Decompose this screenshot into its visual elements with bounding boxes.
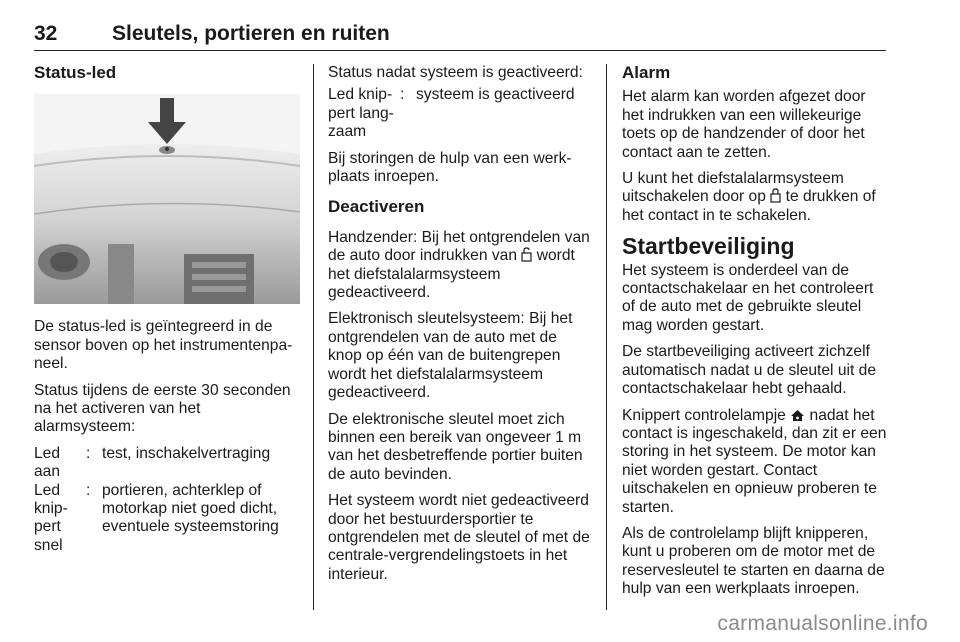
paragraph-status-after: Status nadat systeem is geactiveerd: <box>328 64 583 81</box>
heading-startbeveiliging: Startbeveiliging <box>622 233 795 260</box>
paragraph-handzender-part2: wordt het diefstalalarmsysteem gedeactiveerd. <box>328 247 575 302</box>
column-alarm <box>622 64 888 607</box>
paragraph-niet-gedeactiveerd: Het systeem wordt niet gedeactiveerd door het bestuurdersportier te ontgrendelen met de sleutel of met de centrale-vergrendelingstoets in het interieur. <box>328 492 590 583</box>
status-key: Led aan <box>34 444 61 481</box>
paragraph-alarm-afzetten: Het alarm kan worden afgezet door het indrukken van een willekeurige toets op de handzender of door het contact aan te zetten. <box>622 88 866 161</box>
paragraph-sleutel-bereik: De elektronische sleutel moet zich binnen een bereik van ongeveer 1 m van het desbetreffende portier buiten de auto bevinden. <box>328 410 583 483</box>
heading-status-led: Status-led <box>34 63 117 82</box>
table-row <box>34 482 300 556</box>
paragraph-blijft-knipperen: Als de controlelamp blijft knipperen, kunt u proberen om de motor met de reservesleutel te starten en daarna de hulp van een werkplaats inroepen. <box>622 524 885 598</box>
unlock-key-icon <box>521 247 532 262</box>
status-table-activated <box>328 86 592 141</box>
paragraph-uitschakelen-part2: te drukken of het contact in te schakelen. <box>622 188 876 224</box>
status-key: Led knip-pert snel <box>34 481 68 554</box>
paragraph-handzender <box>328 229 592 303</box>
column-divider <box>313 64 314 610</box>
heading-deactiveren: Deactiveren <box>328 197 425 217</box>
paragraph-start-automatisch: De startbeveiliging activeert zichzelf automatisch nadat u de sleutel uit de contactschakelaar hebt gehaald. <box>622 343 876 398</box>
page-number: 32 <box>34 22 58 45</box>
paragraph-uitschakelen <box>622 170 888 225</box>
paragraph-led-sensor: De status-led is geïntegreerd in de sensor boven op het instrumentenpa-neel. <box>34 318 293 373</box>
paragraph-uitschakelen-part1: U kunt het diefstalalarmsysteem uitschakelen door op <box>622 170 844 206</box>
paragraph-elektronisch: Elektronisch sleutelsysteem: Bij het ontgrendelen van de auto met de knop op één van de buitengrepen wordt het diefstalalarmsysteem gedeactiveerd. <box>328 310 573 402</box>
paragraph-fault: Bij storingen de hulp van een werk-plaats inroepen. <box>328 149 572 186</box>
paragraph-handzender-part1: Handzender: Bij het ontgrendelen van de auto door indrukken van <box>328 228 590 265</box>
dashboard-illustration <box>34 94 300 304</box>
paragraph-knippert <box>622 407 888 517</box>
status-value: systeem is geactiveerd <box>416 86 575 104</box>
status-separator: : <box>86 444 91 462</box>
column-divider <box>606 64 607 610</box>
paragraph-knippert-part1: Knippert controlelampje <box>622 406 786 424</box>
status-separator: : <box>86 481 91 499</box>
page-header <box>34 22 886 51</box>
paragraph-knippert-part2: nadat het contact is ingeschakeld, dan zit er een storing in het systeem. De motor kan niet worden gestart. Contact uitschakelen en opnieuw proberen te starten. <box>622 406 887 516</box>
lock-key-icon <box>770 188 781 203</box>
chapter-title: Sleutels, portieren en ruiten <box>112 22 390 45</box>
immobiliser-icon <box>790 408 805 422</box>
status-value: test, inschakelvertraging <box>102 444 271 462</box>
column-deactivation <box>328 64 592 592</box>
status-key: Led knip-pert lang-zaam <box>328 86 394 141</box>
watermark: carmanualsonline.info <box>717 612 928 635</box>
heading-alarm: Alarm <box>622 63 671 82</box>
status-value: portieren, achterklep of motorkap niet goed dicht, eventuele systeemstoring <box>102 481 279 536</box>
status-separator: : <box>400 86 405 104</box>
status-table-initial <box>34 445 300 555</box>
paragraph-start-onderdeel: Het systeem is onderdeel van de contactschakelaar en het controleert of de auto met de gebruikte sleutel mag worden gestart. <box>622 261 874 334</box>
column-status-led <box>34 64 300 563</box>
table-row <box>328 86 592 141</box>
table-row <box>34 445 300 482</box>
paragraph-status-first-30s: Status tijdens de eerste 30 seconden na het activeren van het alarmsysteem: <box>34 381 291 436</box>
